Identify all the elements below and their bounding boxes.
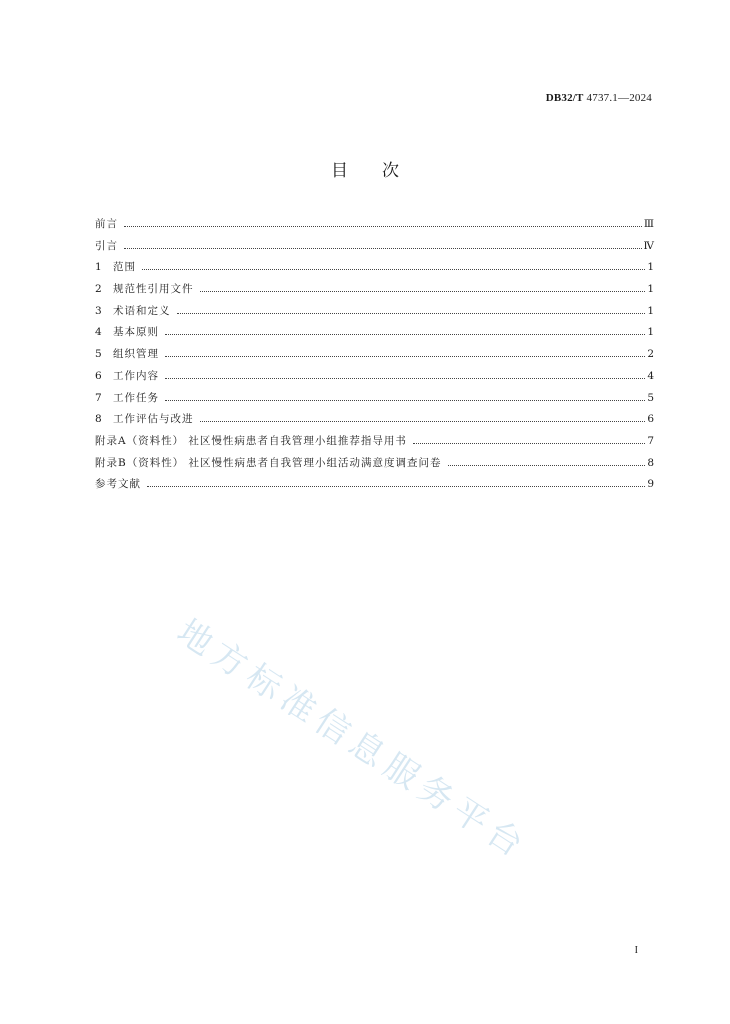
toc-entry-label: 工作评估与改进 — [113, 413, 194, 426]
toc-entry-number: 3 — [95, 304, 102, 317]
toc-entry[interactable] — [95, 453, 654, 475]
toc-entry-label: 附录B（资料性） 社区慢性病患者自我管理小组活动满意度调查问卷 — [95, 456, 442, 469]
toc-entry-page: 2 — [647, 348, 654, 361]
toc-leader-dots — [177, 303, 646, 314]
toc-title: 目次 — [331, 161, 433, 181]
toc-entry-number: 4 — [95, 326, 102, 339]
toc-entry-label: 范围 — [113, 261, 136, 274]
toc-entry-label: 工作内容 — [113, 369, 159, 382]
toc-entry-label: 组织管理 — [113, 348, 159, 361]
page-number: I — [634, 945, 638, 956]
toc-leader-dots — [124, 238, 642, 249]
toc-entry-label: 参考文献 — [95, 478, 141, 491]
toc-entry-page: 6 — [647, 413, 654, 426]
toc-entry-page: Ⅲ — [643, 218, 654, 230]
toc-entry[interactable] — [95, 409, 654, 431]
toc-entry-page: 1 — [647, 261, 654, 274]
toc-entry[interactable] — [95, 431, 654, 453]
table-of-contents — [95, 214, 654, 496]
toc-entry[interactable] — [95, 474, 654, 496]
toc-entry-label: 基本原则 — [113, 326, 159, 339]
toc-leader-dots — [165, 390, 645, 401]
toc-entry-label: 术语和定义 — [113, 304, 171, 317]
toc-entry-number: 2 — [95, 283, 102, 296]
standard-code-number: 4737.1—2024 — [586, 92, 652, 104]
watermark: 地方标准信息服务平台 — [169, 611, 536, 869]
toc-entry-page: 8 — [647, 456, 654, 469]
toc-leader-dots — [165, 346, 645, 357]
toc-entry[interactable] — [95, 388, 654, 410]
toc-leader-dots — [200, 281, 646, 292]
toc-entry-label: 规范性引用文件 — [113, 283, 194, 296]
toc-entry[interactable] — [95, 366, 654, 388]
toc-leader-dots — [165, 324, 645, 335]
toc-entry-label: 引言 — [95, 239, 118, 252]
toc-entry-number: 5 — [95, 348, 102, 361]
toc-entry-number: 7 — [95, 391, 102, 404]
toc-entry-page: 1 — [647, 283, 654, 296]
toc-entry-page: 9 — [647, 478, 654, 491]
toc-entry[interactable] — [95, 301, 654, 323]
toc-entry[interactable] — [95, 344, 654, 366]
toc-leader-dots — [147, 476, 645, 487]
toc-entry[interactable] — [95, 257, 654, 279]
toc-entry-number: 1 — [95, 261, 102, 274]
toc-entry-number: 8 — [95, 413, 102, 426]
toc-leader-dots — [142, 259, 645, 270]
toc-leader-dots — [165, 368, 645, 379]
toc-leader-dots — [413, 433, 645, 444]
standard-code-prefix: DB32/T — [545, 92, 584, 104]
toc-leader-dots — [448, 455, 646, 466]
toc-entry[interactable] — [95, 236, 654, 258]
toc-entry-page: 1 — [647, 326, 654, 339]
toc-leader-dots — [124, 216, 642, 227]
toc-entry-number: 6 — [95, 369, 102, 382]
toc-entry[interactable] — [95, 322, 654, 344]
toc-entry-page: 1 — [647, 304, 654, 317]
toc-entry[interactable] — [95, 214, 654, 236]
toc-entry-page: 5 — [647, 391, 654, 404]
toc-entry-label: 工作任务 — [113, 391, 159, 404]
standard-code — [546, 92, 652, 104]
toc-entry-page: Ⅳ — [643, 239, 654, 252]
toc-entry-label: 前言 — [95, 218, 118, 230]
toc-entry-page: 7 — [647, 434, 654, 447]
toc-entry[interactable] — [95, 279, 654, 301]
toc-entry-page: 4 — [647, 369, 654, 382]
toc-entry-label: 附录A（资料性） 社区慢性病患者自我管理小组推荐指导用书 — [95, 434, 407, 447]
toc-leader-dots — [200, 411, 646, 422]
